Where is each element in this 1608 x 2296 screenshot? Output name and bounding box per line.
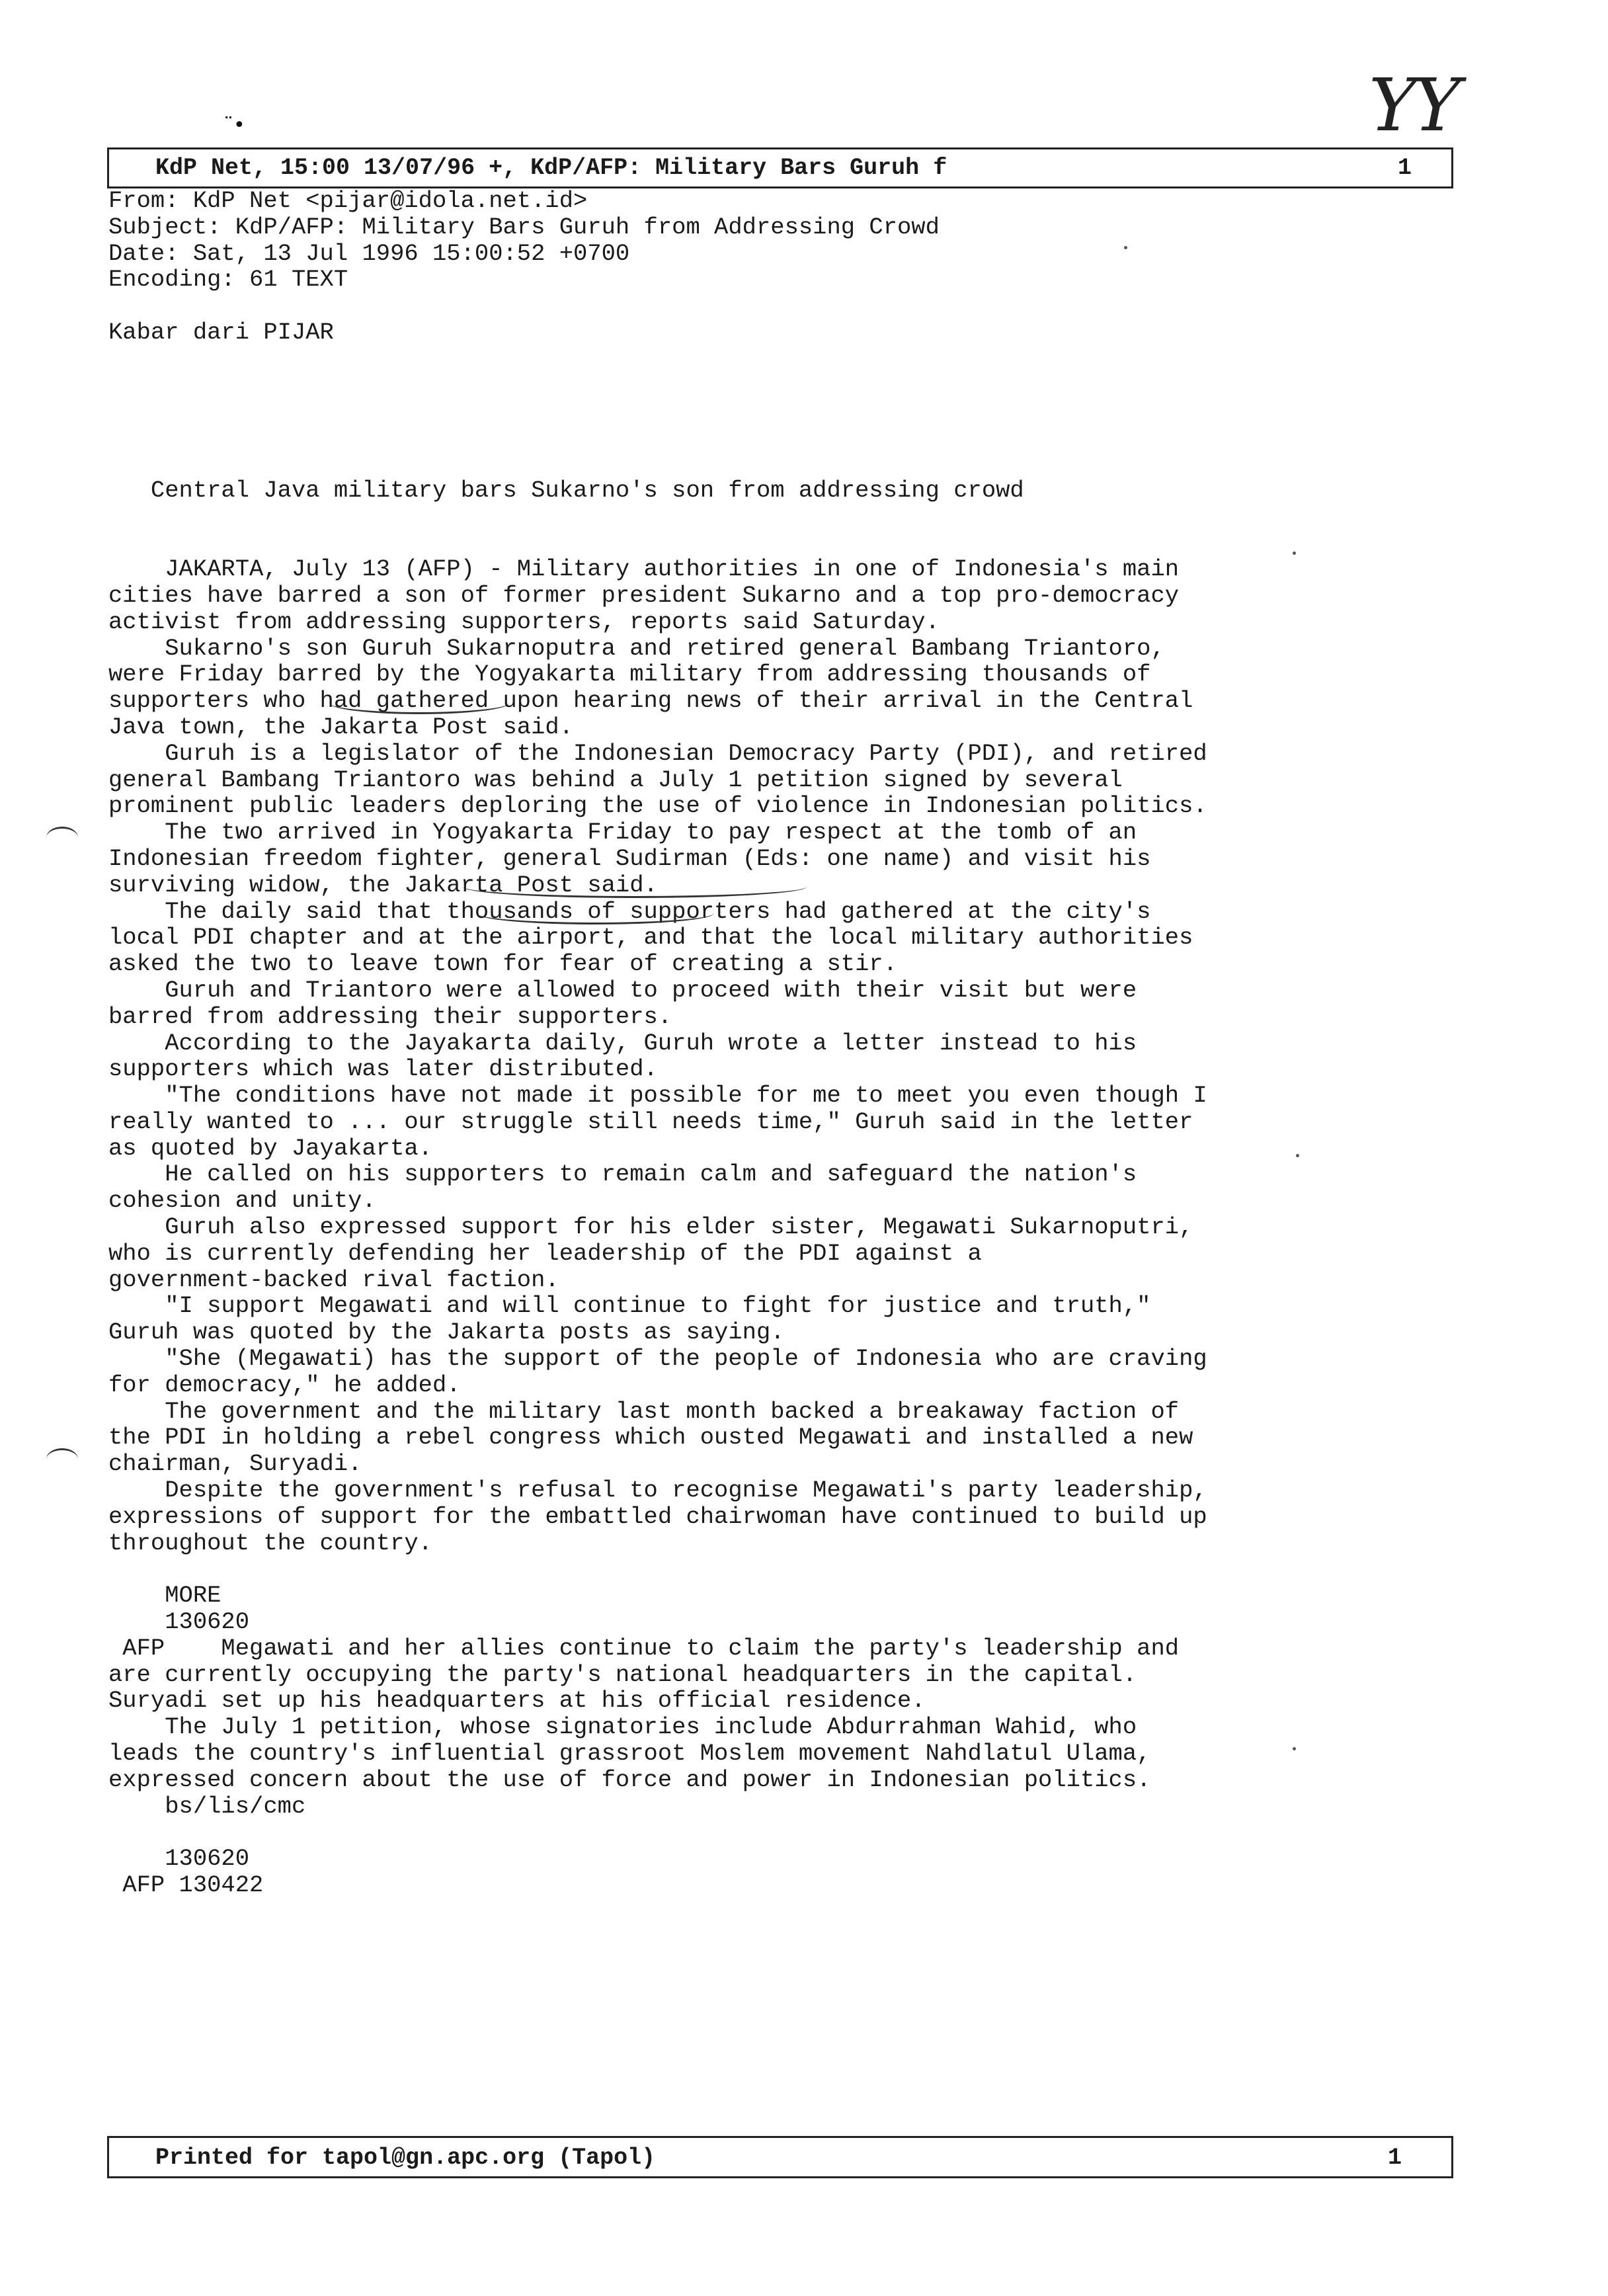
message-title: KdP Net, 15:00 13/07/96 +, KdP/AFP: Military Bars Guruh f [155, 155, 947, 181]
scan-speck [1296, 1154, 1299, 1157]
article-line: cities have barred a son of former president Sukarno and a top pro-democracy [108, 581, 1180, 609]
article-line: "She (Megawati) has the support of the people of Indonesia who are craving [108, 1345, 1207, 1373]
article-line: as quoted by Jayakarta. [108, 1134, 432, 1162]
article-line: JAKARTA, July 13 (AFP) - Military authorities in one of Indonesia's main [108, 555, 1180, 583]
article-line: Guruh and Triantoro were allowed to proceed with their visit but were [108, 976, 1137, 1004]
continuation-line: AFP Megawati and her allies continue to claim the party's leadership and [108, 1634, 1180, 1662]
email-date: Date: Sat, 13 Jul 1996 15:00:52 +0700 [108, 239, 630, 267]
article-line: The two arrived in Yogyakarta Friday to pay respect at the tomb of an [108, 819, 1137, 846]
article-line: The daily said that thousands of supporters had gathered at the city's [108, 897, 1151, 925]
email-from: From: KdP Net <pijar@idola.net.id> [108, 187, 588, 214]
article-line: supporters which was later distributed. [108, 1055, 658, 1083]
continuation-line: bs/lis/cmc [108, 1792, 306, 1820]
article-headline: Central Java military bars Sukarno's son from addressing crowd [108, 476, 1024, 504]
article-line: for democracy," he added. [108, 1371, 461, 1399]
article-line: Guruh is a legislator of the Indonesian Democracy Party (PDI), and retired [108, 739, 1207, 767]
article-line: Java town, the Jakarta Post said. [108, 713, 574, 741]
message-header-bar [107, 147, 1453, 188]
email-subject: Subject: KdP/AFP: Military Bars Guruh from Addressing Crowd [108, 213, 940, 241]
continuation-line: Suryadi set up his headquarters at his official residence. [108, 1687, 926, 1715]
message-body [108, 188, 1431, 1899]
continuation-line: are currently occupying the party's national headquarters in the capital. [108, 1660, 1137, 1688]
article-line: really wanted to ... our struggle still needs time," Guruh said in the letter [108, 1108, 1193, 1135]
article-line: chairman, Suryadi. [108, 1450, 362, 1478]
continuation-line [108, 1819, 1431, 1846]
scan-speck [1293, 552, 1296, 555]
footer-page-number: 1 [1387, 2145, 1402, 2171]
continuation-line: 130620 [108, 1608, 250, 1636]
article-line: surviving widow, the Jakarta Post said. [108, 871, 658, 899]
article-line: throughout the country. [108, 1529, 432, 1557]
article-line: supporters who had gathered upon hearing news of their arrival in the Central [108, 687, 1193, 715]
article-line: were Friday barred by the Yogyakarta military from addressing thousands of [108, 661, 1151, 688]
article-line: prominent public leaders deploring the use of violence in Indonesian politics. [108, 792, 1207, 820]
intro-line: Kabar dari PIJAR [108, 318, 334, 346]
article-line: cohesion and unity. [108, 1187, 376, 1215]
printed-for-label: Printed for tapol@gn.apc.org (Tapol) [155, 2145, 656, 2171]
margin-tick-mark [46, 1448, 78, 1470]
stray-ink-mark-icon: ¨• [223, 114, 245, 137]
article-line: general Bambang Triantoro was behind a July 1 petition signed by several [108, 766, 1123, 794]
article-line: Indonesian freedom fighter, general Sudirman (Eds: one name) and visit his [108, 844, 1151, 872]
continuation-line: MORE [108, 1582, 221, 1610]
scan-speck [1293, 1747, 1296, 1750]
article-line: Guruh was quoted by the Jakarta posts as saying. [108, 1319, 785, 1346]
article-line: expressions of support for the embattled chairwoman have continued to build up [108, 1502, 1207, 1530]
handwritten-mark: ΥΥ [1369, 63, 1457, 147]
article-line: local PDI chapter and at the airport, and that the local military authorities [108, 924, 1193, 952]
article-line: "I support Megawati and will continue to fight for justice and truth," [108, 1292, 1151, 1320]
article-line: who is currently defending her leadership of the PDI against a [108, 1239, 982, 1267]
continuation-line: AFP 130422 [108, 1871, 264, 1899]
print-footer-bar [107, 2136, 1453, 2178]
continuation-line: expressed concern about the use of force and power in Indonesian politics. [108, 1766, 1151, 1793]
article-line: barred from addressing their supporters. [108, 1003, 672, 1030]
article-line: "The conditions have not made it possible for me to meet you even though I [108, 1082, 1207, 1110]
article-line: The government and the military last month backed a breakaway faction of [108, 1397, 1180, 1425]
article-line: According to the Jayakarta daily, Guruh wrote a letter instead to his [108, 1029, 1137, 1057]
article-line: asked the two to leave town for fear of creating a stir. [108, 950, 897, 978]
article-line: Guruh also expressed support for his elder sister, Megawati Sukarnoputri, [108, 1213, 1193, 1241]
article-line: Despite the government's refusal to recognise Megawati's party leadership, [108, 1477, 1207, 1504]
continuation-line: 130620 [108, 1845, 250, 1873]
continuation-line: The July 1 petition, whose signatories include Abdurrahman Wahid, who [108, 1713, 1137, 1741]
continuation-line: leads the country's influential grassroot Moslem movement Nahdlatul Ulama, [108, 1740, 1151, 1768]
article-line: He called on his supporters to remain calm and safeguard the nation's [108, 1161, 1137, 1188]
article-line: government-backed rival faction. [108, 1266, 559, 1293]
margin-tick-mark [46, 827, 78, 848]
article-line: activist from addressing supporters, reports said Saturday. [108, 608, 940, 636]
header-page-number: 1 [1397, 155, 1412, 181]
article-line: Sukarno's son Guruh Sukarnoputra and retired general Bambang Triantoro, [108, 634, 1165, 662]
scan-speck [1124, 246, 1127, 249]
email-encoding: Encoding: 61 TEXT [108, 266, 348, 294]
article-line: the PDI in holding a rebel congress which ousted Megawati and installed a new [108, 1424, 1193, 1452]
